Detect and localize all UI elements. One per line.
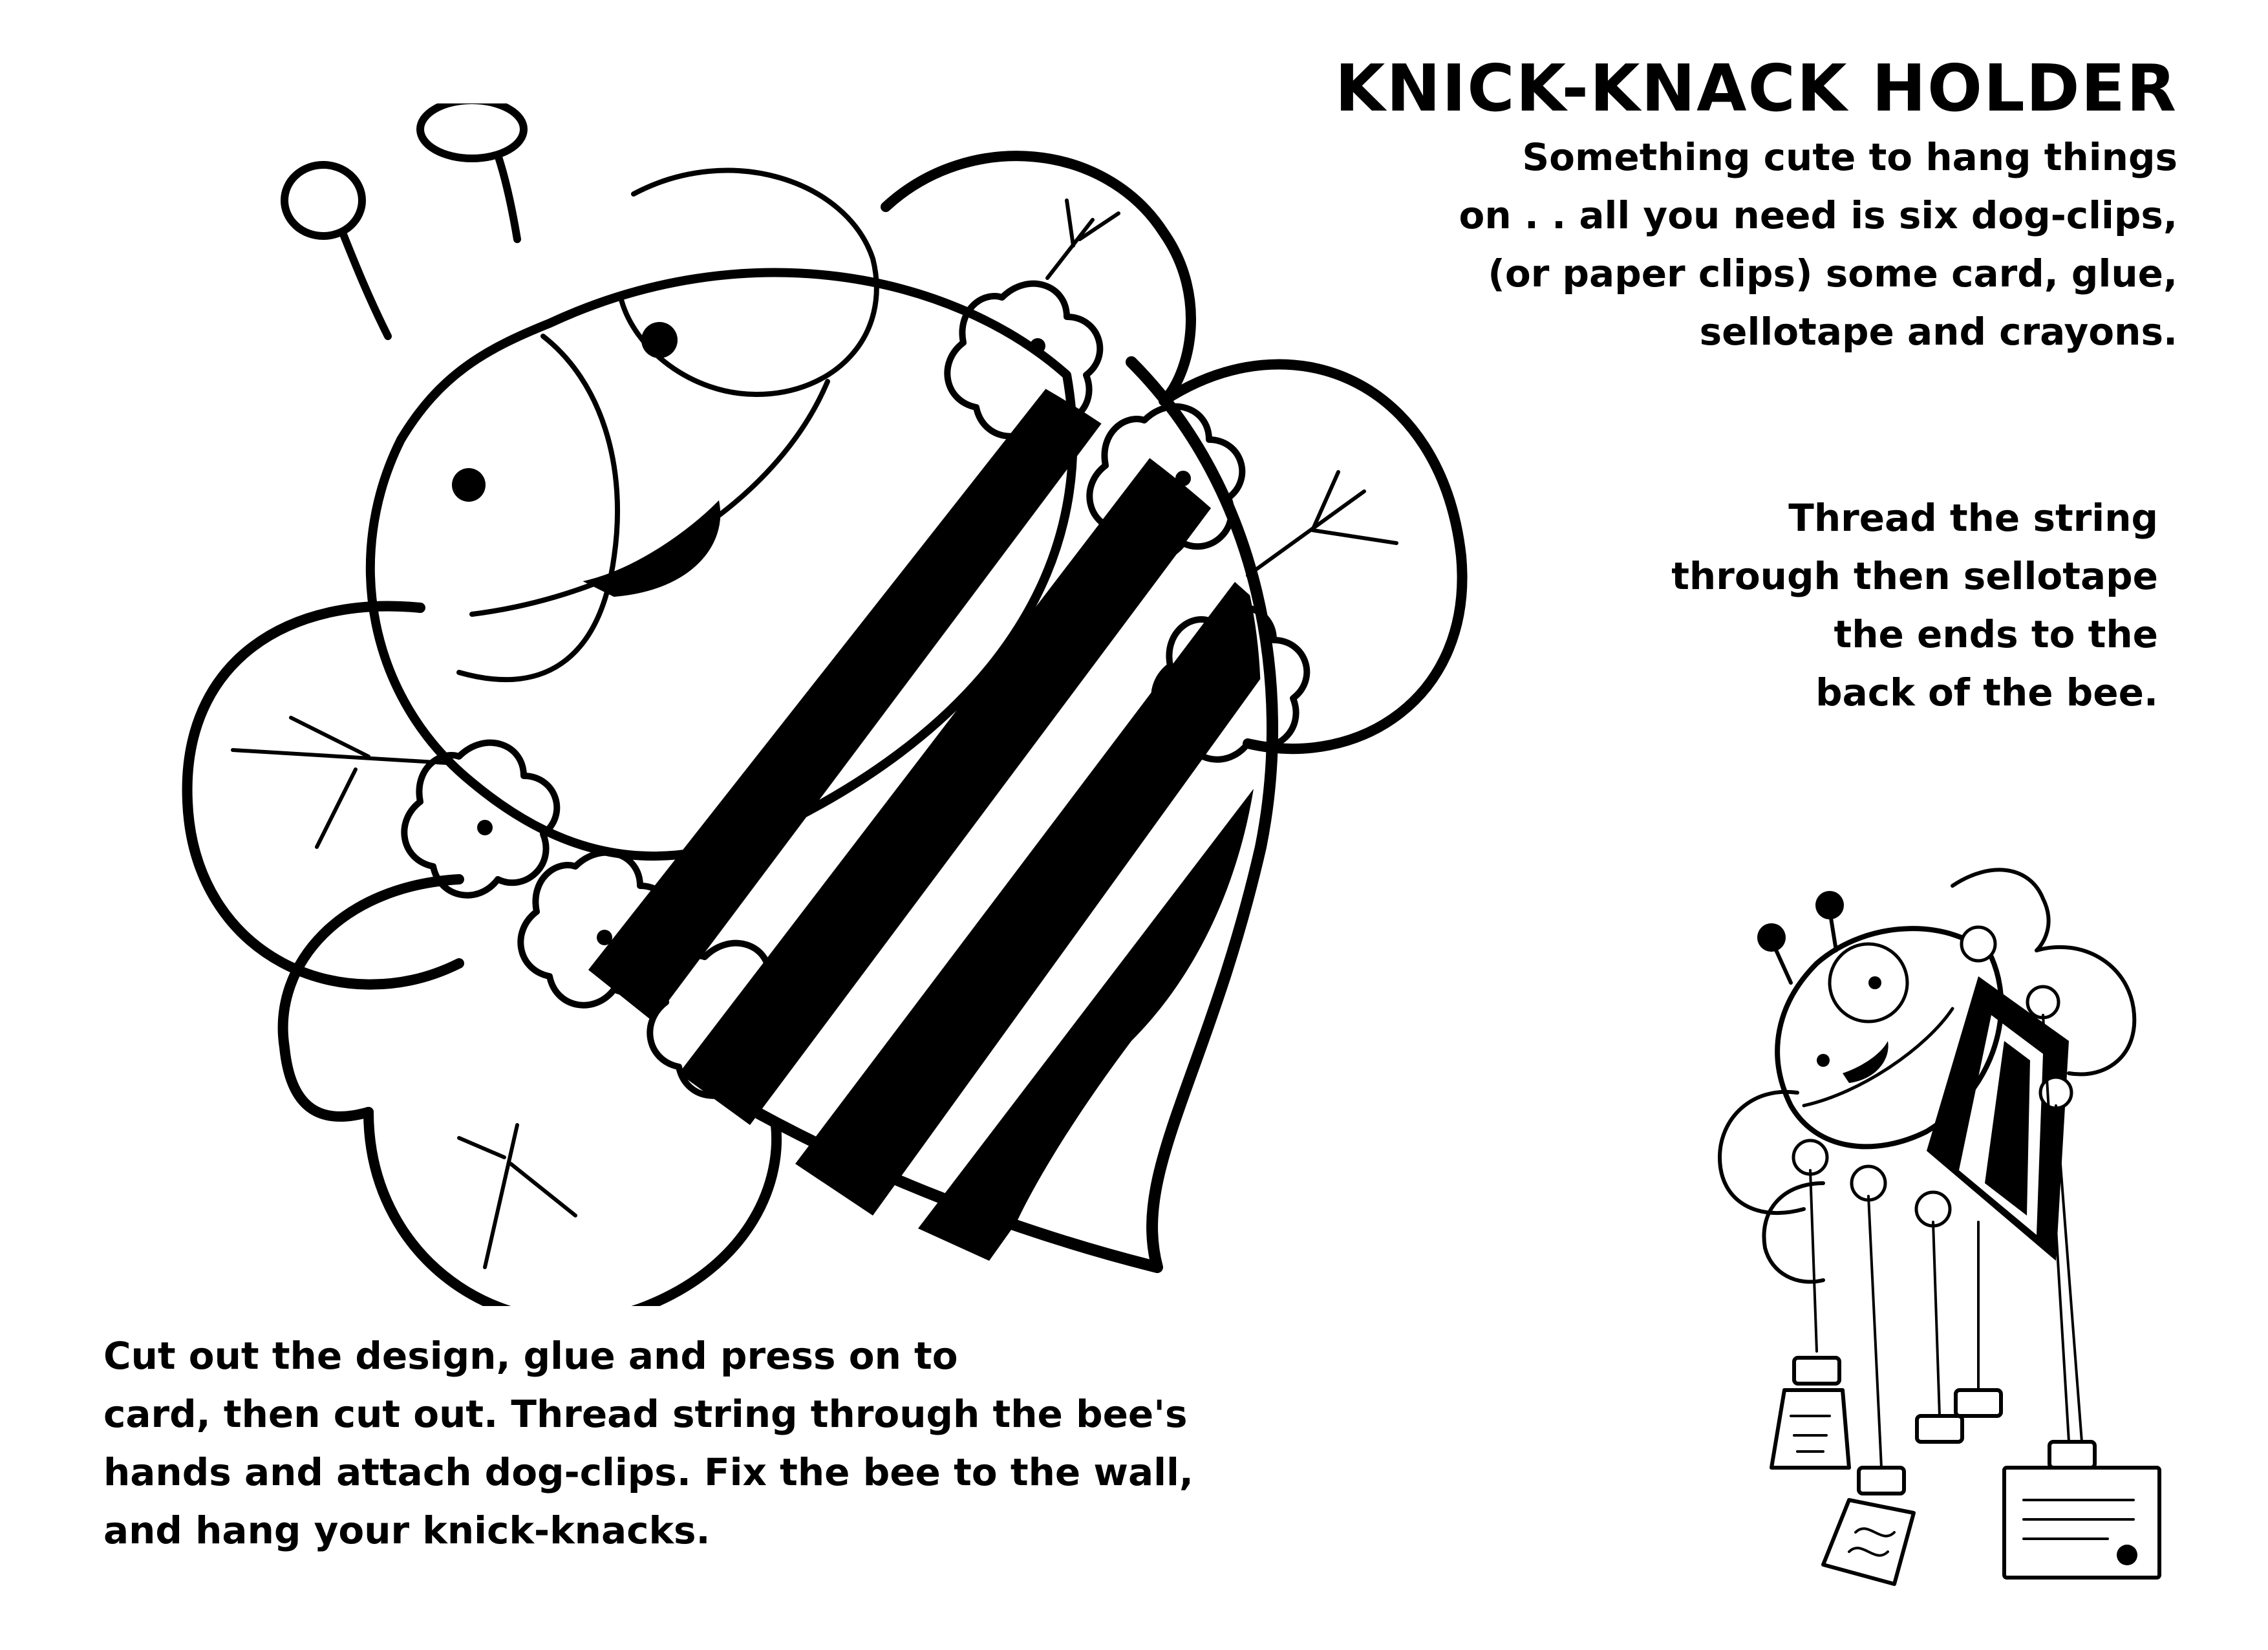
- intro-line: (or paper clips) some card, glue,: [1488, 252, 2177, 295]
- example-bee-illustration: [1655, 847, 2172, 1597]
- antenna-right: [420, 103, 524, 239]
- flower-4: [404, 743, 557, 895]
- flower-1: [947, 284, 1100, 436]
- thread-note-line: back of the bee.: [1815, 670, 2158, 714]
- intro-text: [1459, 128, 2177, 361]
- thread-note-line: Thread the string: [1788, 496, 2158, 540]
- eye-left: [452, 468, 486, 502]
- bee-illustration: [97, 103, 1558, 1306]
- mouth: [588, 504, 718, 595]
- thread-note-line: through then sellotape: [1671, 554, 2158, 598]
- instructions-line: and hang your knick-knacks.: [103, 1508, 711, 1552]
- antenna-left: [284, 165, 388, 336]
- instructions-line: hands and attach dog-clips. Fix the bee to the wall,: [103, 1450, 1193, 1494]
- intro-line: sellotape and crayons.: [1699, 310, 2177, 354]
- page-title: KNICK-KNACK HOLDER: [1334, 50, 2177, 126]
- intro-line: on . . all you need is six dog-clips,: [1459, 193, 2177, 237]
- wing-vein: [1047, 200, 1118, 278]
- instructions-text: [103, 1327, 1193, 1559]
- wing-top-back: [886, 156, 1191, 401]
- thread-note-line: the ends to the: [1834, 612, 2158, 656]
- thread-note: [1671, 489, 2158, 722]
- intro-line: Something cute to hang things: [1522, 135, 2177, 179]
- bee-body-stripes: [588, 362, 1325, 1261]
- instructions-line: card, then cut out. Thread string through the bee's: [103, 1392, 1188, 1436]
- instructions-line: Cut out the design, glue and press on to: [103, 1334, 958, 1378]
- eye-right: [641, 322, 678, 358]
